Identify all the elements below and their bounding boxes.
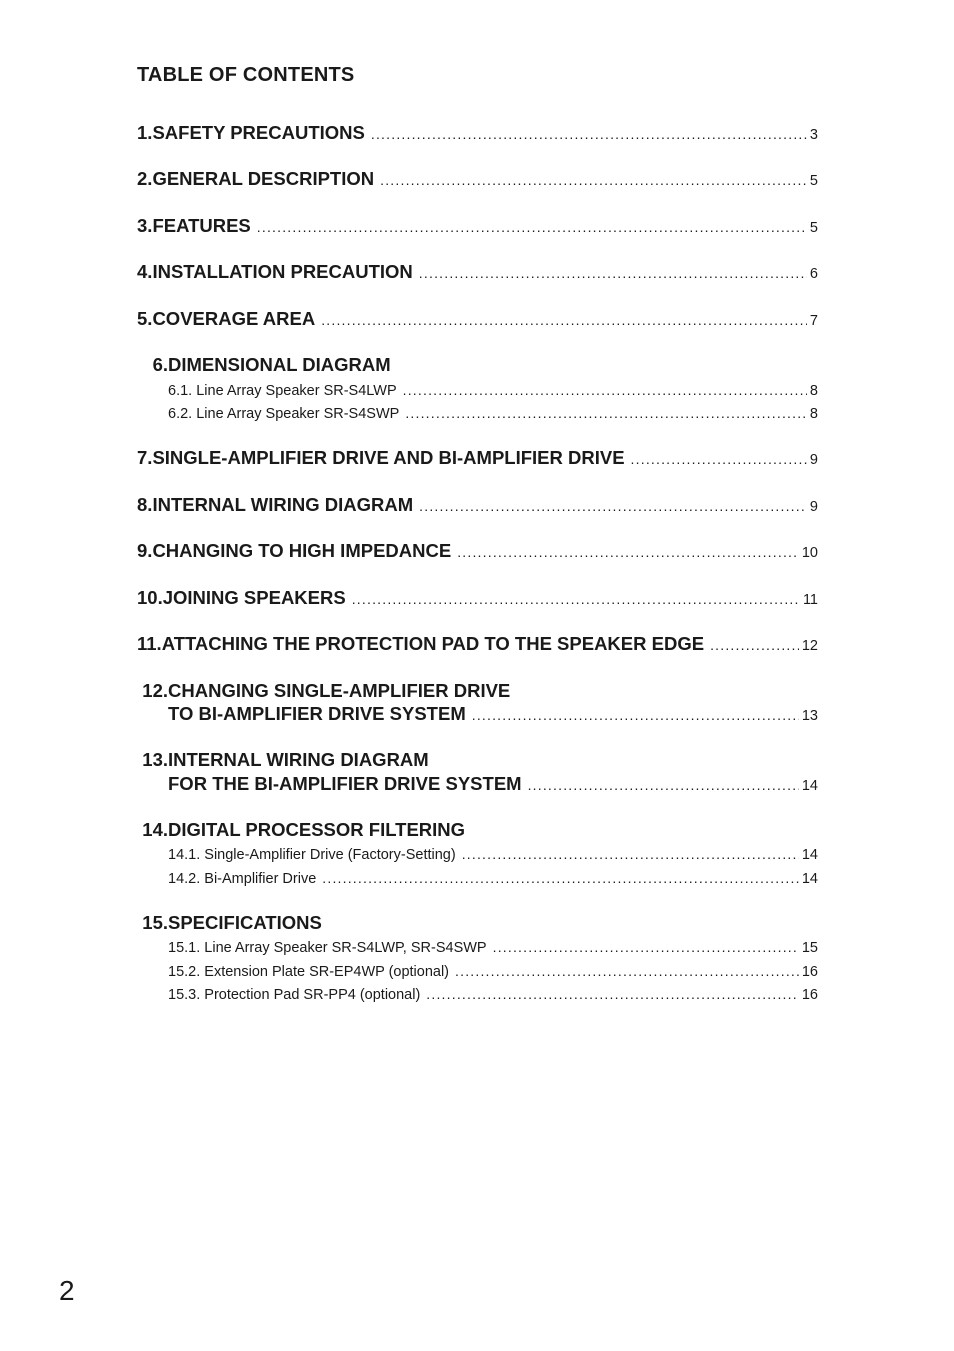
toc-entry-title: INSTALLATION PRECAUTION	[152, 261, 413, 282]
toc-entry-number: 3.	[137, 215, 153, 236]
dot-leader	[257, 219, 807, 235]
toc-entry-title: FOR THE BI-AMPLIFIER DRIVE SYSTEM	[168, 773, 522, 794]
dot-leader	[457, 544, 799, 560]
toc-entry-number: 13.	[142, 749, 168, 770]
dot-leader	[426, 986, 799, 1002]
toc-subentry-title: 15.1. Line Array Speaker SR-S4LWP, SR-S4SWP	[168, 940, 487, 956]
dot-leader	[528, 777, 799, 793]
toc-entry[interactable]	[137, 749, 818, 771]
toc-entry-title: FEATURES	[152, 215, 251, 236]
dot-leader	[419, 265, 807, 281]
toc-entry-page: 5	[809, 220, 818, 236]
toc-entry[interactable]	[137, 540, 818, 562]
toc-entry[interactable]	[137, 633, 818, 655]
toc-entry-number: 15.	[142, 912, 168, 933]
toc-entry-page: 14	[801, 847, 818, 863]
toc-entry-page: 14	[801, 871, 818, 887]
toc-entry-page: 7	[809, 313, 818, 329]
toc-entry-title: JOINING SPEAKERS	[162, 587, 346, 608]
toc-subentry-title: 15.3. Protection Pad SR-PP4 (optional)	[168, 987, 421, 1003]
toc-entry-page: 5	[809, 173, 818, 189]
toc-entry-page: 14	[801, 778, 818, 794]
toc-entry-continued[interactable]	[137, 703, 818, 725]
toc-entry-number: 10.	[137, 587, 163, 608]
toc-subentry-title: 14.1. Single-Amplifier Drive (Factory-Setting)	[168, 847, 456, 863]
toc-entry[interactable]	[137, 447, 818, 469]
toc-entry[interactable]	[137, 680, 818, 702]
toc-entry-page: 8	[809, 406, 818, 422]
toc-entry-page: 15	[801, 940, 818, 956]
toc-entry-page: 10	[801, 545, 818, 561]
toc-entry-title: CHANGING TO HIGH IMPEDANCE	[152, 540, 452, 561]
page-number: 2	[59, 1275, 75, 1306]
toc-subentry[interactable]	[137, 986, 818, 1003]
toc-entry-title: ATTACHING THE PROTECTION PAD TO THE SPEAKER EDGE	[161, 633, 705, 654]
toc-entry-page: 8	[809, 383, 818, 399]
dot-leader	[405, 405, 807, 421]
toc-entry-title: CHANGING SINGLE-AMPLIFIER DRIVE	[168, 680, 511, 701]
toc-entry[interactable]	[137, 912, 818, 934]
toc-entry-page: 12	[801, 638, 818, 654]
toc-entry[interactable]	[137, 494, 818, 516]
toc-entry-title: INTERNAL WIRING DIAGRAM	[168, 749, 429, 770]
toc-entry[interactable]	[137, 587, 818, 609]
toc-entry[interactable]	[137, 122, 818, 144]
toc-entry-title: SAFETY PRECAUTIONS	[152, 122, 365, 143]
toc-entry-number: 12.	[142, 680, 168, 701]
toc-entry-page: 16	[801, 964, 818, 980]
dot-leader	[419, 498, 807, 514]
toc-subentry[interactable]	[137, 382, 818, 399]
toc-entry-number: 2.	[137, 168, 153, 189]
toc-entry-title: COVERAGE AREA	[152, 308, 316, 329]
dot-leader	[493, 939, 799, 955]
toc-subentry[interactable]	[137, 846, 818, 863]
toc-entry-number: 11.	[137, 633, 162, 654]
dot-leader	[322, 870, 799, 886]
toc-entry-title: SINGLE-AMPLIFIER DRIVE AND BI-AMPLIFIER DRIVE	[152, 447, 625, 468]
toc-entry-title: DIMENSIONAL DIAGRAM	[168, 354, 391, 375]
toc-entry-title: GENERAL DESCRIPTION	[152, 168, 375, 189]
dot-leader	[631, 451, 807, 467]
toc-entry[interactable]	[137, 819, 818, 841]
dot-leader	[403, 382, 807, 398]
toc-subentry[interactable]	[137, 870, 818, 887]
toc-entry[interactable]	[137, 261, 818, 283]
toc-entry-title: DIGITAL PROCESSOR FILTERING	[168, 819, 466, 840]
dot-leader	[472, 707, 799, 723]
toc-entry-number: 7.	[137, 447, 153, 468]
toc-entry[interactable]	[137, 168, 818, 190]
toc-entry-number: 4.	[137, 261, 153, 282]
dot-leader	[371, 126, 807, 142]
toc-entry-page: 9	[809, 499, 818, 515]
toc-subentry-title: 14.2. Bi-Amplifier Drive	[168, 871, 317, 887]
toc-entry[interactable]	[137, 354, 818, 376]
toc-entry-number: 5.	[137, 308, 153, 329]
toc-entry[interactable]	[137, 215, 818, 237]
toc-subentry-title: 6.1. Line Array Speaker SR-S4LWP	[168, 383, 397, 399]
toc-entry-title: INTERNAL WIRING DIAGRAM	[152, 494, 414, 515]
toc-entry-number: 9.	[137, 540, 153, 561]
toc-entry-page: 11	[802, 592, 818, 608]
toc-entry-page: 9	[809, 452, 818, 468]
dot-leader	[321, 312, 807, 328]
toc-entry-page: 3	[809, 127, 818, 143]
toc-entry[interactable]	[137, 308, 818, 330]
dot-leader	[455, 963, 799, 979]
page-title: TABLE OF CONTENTS	[137, 64, 355, 86]
toc-subentry[interactable]	[137, 939, 818, 956]
toc-subentry-title: 6.2. Line Array Speaker SR-S4SWP	[168, 406, 400, 422]
toc-entry-number: 14.	[142, 819, 168, 840]
toc-subentry-title: 15.2. Extension Plate SR-EP4WP (optional)	[168, 964, 450, 980]
toc-subentry[interactable]	[137, 963, 818, 980]
toc-entry-page: 16	[801, 987, 818, 1003]
dot-leader	[352, 591, 800, 607]
toc-entry-number: 8.	[137, 494, 153, 515]
toc-entry-page: 6	[809, 266, 818, 282]
toc-entry-number: 1.	[137, 122, 153, 143]
dot-leader	[380, 172, 807, 188]
toc-subentry[interactable]	[137, 405, 818, 422]
toc-entry-title: TO BI-AMPLIFIER DRIVE SYSTEM	[168, 703, 466, 724]
dot-leader	[462, 846, 799, 862]
dot-leader	[710, 637, 799, 653]
toc-entry-page: 13	[801, 708, 818, 724]
toc-entry-continued[interactable]	[137, 773, 818, 795]
toc-entry-number: 6.	[152, 354, 168, 375]
toc-entry-title: SPECIFICATIONS	[168, 912, 322, 933]
